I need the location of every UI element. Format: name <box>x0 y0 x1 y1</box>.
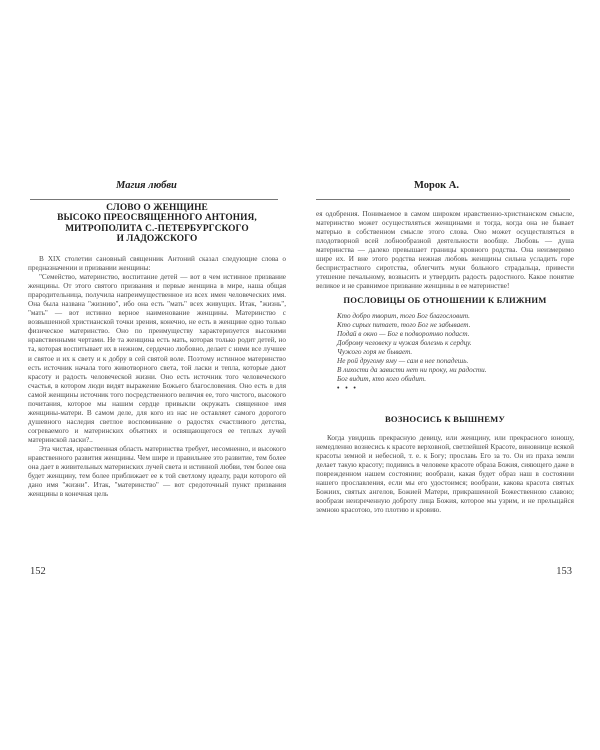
paragraph: В XIX столетии сановный священник Антоний сказал следующие слова о предназначении и призвании женщины: <box>28 255 286 273</box>
proverb: В лихости да зависти нет ни проку, ни радости. <box>337 366 487 375</box>
title-line: И ЛАДОЖСКОГО <box>116 233 198 244</box>
left-title-block <box>28 203 286 244</box>
title-line: МИТРОПОЛИТА С.-ПЕТЕРБУРГСКОГО <box>65 223 249 234</box>
proverb: Доброму человеку и чужая болезнь к сердцу. <box>337 339 472 348</box>
right-page <box>316 178 574 577</box>
proverb: Бог видит, кто кого обидит. <box>337 375 427 384</box>
proverbs-section <box>316 295 574 393</box>
left-page <box>28 178 286 577</box>
second-heading: ВОЗНОСИСЬ К ВЫШНЕМУ <box>385 414 505 424</box>
proverb: Подай в окно — Бог в подворотню подаст. <box>337 330 470 339</box>
paragraph: ея одобрения. Понимаемое в самом широком нравственно-христианском смысле, материнство может осуществляться женщинами и тогда, когда она не бывает матерью в собственном смысле этого слова. Оно может осуществляться в плодотворной всей лобнообразной деятельности вообще. Любовь — душа материнства — далеко превышает границы кровного родства. Она неизмеримо шире их. И вне этого родства нежная любовь женщины сильна усладить горе беспристрастного сиротства, облегчить муки больного страдальца, привести утешение печальному, возвысить и утвердить радость радостного. Какое понятие великое и не сравнимое призвание женщины в ее материнстве! <box>316 210 574 291</box>
left-body-text <box>28 255 286 499</box>
title-line: СЛОВО О ЖЕНЩИНЕ <box>106 203 208 213</box>
proverb: Не рой другому яму — сам в нее попадешь. <box>337 357 469 366</box>
paragraph: Когда увидишь прекрасную девицу, или женщину, или прекрасного юношу, немедленно вознесись к красоте верховной, светлейшей Красоте, виновнице всякой красоты земной и небесной, т. е. к Богу; прославь Его за то. Он из праха земли делает такую красоту; подивись в человеке красоте образа Божия, сияющего даже в поврежденном нашем состоянии; вообрази, какая будет образ наш в состоянии нашего прославления, если мы его удостоимся; вообрази, какова красота святых Божиих, святых ангелов, Божией Матери, прикрашенной Божественною славою; вообрази неизреченную доброту лица Божия, которое мы узрим, и не прельщайся земною красотою, это плотию и кровию. <box>316 434 574 515</box>
proverbs-list <box>316 312 574 384</box>
paragraph: "Семейство, материнство, воспитание детей — вот в чем истинное призвание женщины. От этого святого призвания и первые женщина в мире, наша общая прародительница, получила напреимущественное из всех имен человеческих имя. Она была названа "жизнию", ибо она есть "мать" всех живущих. Итак, "жизнь", "мать" — вот истинно верное наименование женщины. Материнство с возвышенной христианской точки зрения, конечно, не есть в женщине одно только физическое материнство. Оно по преимуществу характеризуется высокими нравственными чертами. Не та женщина есть мать, которая только родит детей, но та, которая воспитывает их в нежном, сердечно любовно, делает с ними все лучшее и святое и их к свету и к добру в сей святой воле. Поэтому истинное материнство есть источник начала того животворного света, той ласки и тепла, которые дают красоту и радость человеческой жизни. Оно есть источник того человеческого счастья, в котором люди видят выражение Божьего благословения. Оно есть в для самой женщины источник того посредственного величия ее, того чистого, высокого почитания, которое мы нашим сердце привыкли окружать священное имя женщины-матери. В самом деле, для кого из нас не оставляет самого дорогого душевного наследия светлое воспоминание о радостях счастливого детства, согреваемого и материнских объятиях и освящающегося ее теплых лучей материнской ласки?.. <box>28 273 286 444</box>
proverb: Чужого горя не бывает. <box>337 348 413 357</box>
right-running-head: Морок А. <box>414 180 459 191</box>
title-line: ВЫСОКО ПРЕОСВЯЩЕННОГО АНТОНИЯ, <box>57 213 257 224</box>
proverbs-heading: ПОСЛОВИЦЫ ОБ ОТНОШЕНИИ К БЛИЖНИМ <box>343 295 547 305</box>
proverb: Кто сирых питает, того Бог не забывает. <box>337 321 471 330</box>
page-number-right: 153 <box>556 566 572 577</box>
ornament-dots: • • • <box>337 384 358 393</box>
left-running-head: Магия любви <box>116 180 177 191</box>
right-body-text <box>316 210 574 291</box>
second-section <box>316 414 574 515</box>
paragraph: Эта чистая, нравственная область материнства требует, несомненно, и высокого нравственного развития женщины. Чем шире и правильнее это развитие, тем более она дает в живительных материнских лучей света и истинной любви, тем более она будет женщину, тем более приближает ее к той светлому идеалу, ради которого ей дано имя "жизни". Итак, "материнство" — вот средоточный пункт призвания женщины в конечная цель <box>28 444 286 499</box>
page-number-left: 152 <box>30 566 46 577</box>
proverb: Кто добро творит, того Бог благословит. <box>337 312 470 320</box>
